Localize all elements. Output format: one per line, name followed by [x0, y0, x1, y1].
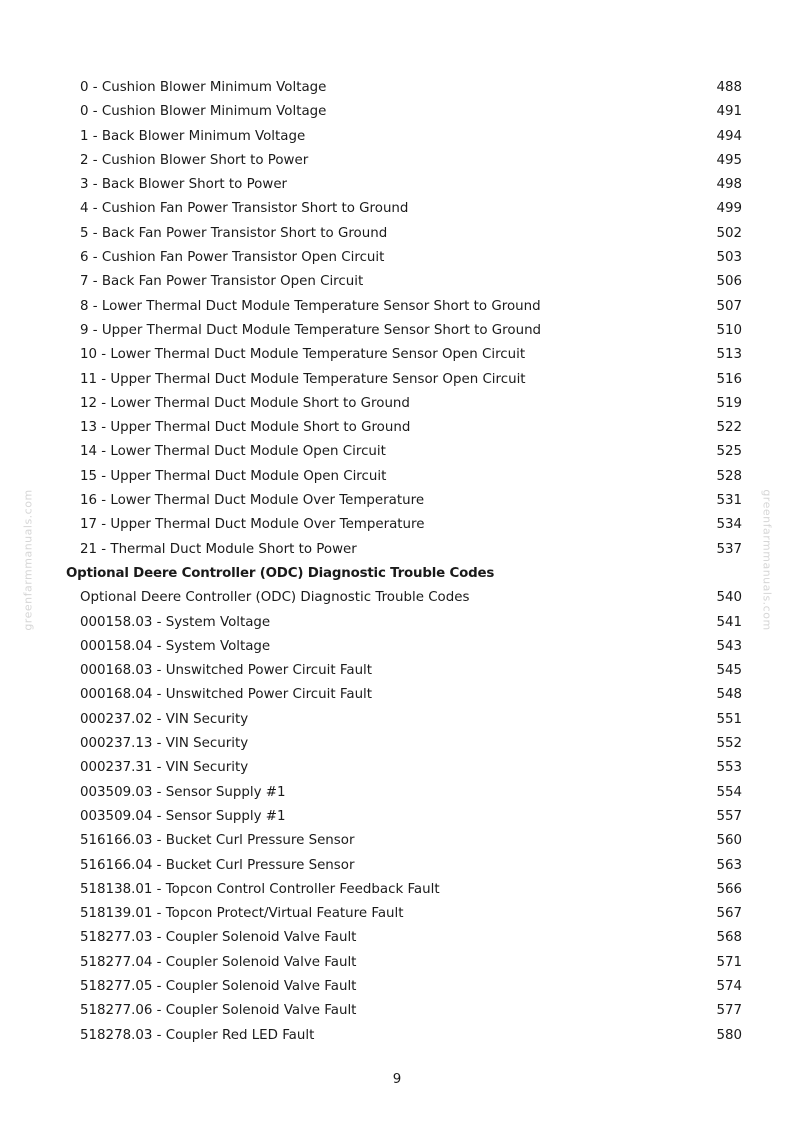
toc-entry-title: 12 - Lower Thermal Duct Module Short to Ground: [80, 395, 410, 411]
toc-entry-page: 525: [716, 444, 742, 460]
toc-entry[interactable]: [0, 756, 794, 780]
toc-entry-title: 003509.04 - Sensor Supply #1: [80, 808, 286, 824]
toc-entry-page: 531: [716, 493, 742, 509]
toc-entry-title: 000158.03 - System Voltage: [80, 614, 271, 630]
toc-entry-title: 15 - Upper Thermal Duct Module Open Circuit: [80, 468, 387, 484]
toc-entry[interactable]: [0, 586, 794, 610]
toc-entry[interactable]: [0, 489, 794, 513]
toc-entry[interactable]: [0, 440, 794, 464]
toc-entry-page: 503: [716, 250, 742, 266]
table-of-contents: [0, 76, 794, 1048]
toc-entry-page: 567: [716, 906, 742, 922]
toc-entry-page: 495: [716, 152, 742, 168]
toc-entry[interactable]: [0, 368, 794, 392]
toc-entry[interactable]: [0, 781, 794, 805]
toc-entry[interactable]: [0, 659, 794, 683]
toc-entry-title: 516166.04 - Bucket Curl Pressure Sensor: [80, 857, 355, 873]
toc-entry[interactable]: [0, 295, 794, 319]
toc-entry[interactable]: [0, 635, 794, 659]
toc-entry[interactable]: [0, 513, 794, 537]
toc-entry-title: 518139.01 - Topcon Protect/Virtual Feature Fault: [80, 906, 404, 922]
toc-entry-title: 000237.02 - VIN Security: [80, 711, 249, 727]
toc-entry-page: 519: [716, 395, 742, 411]
toc-entry-page: 494: [716, 128, 742, 144]
toc-entry[interactable]: [0, 926, 794, 950]
toc-entry-page: 543: [716, 638, 742, 654]
toc-entry[interactable]: [0, 149, 794, 173]
toc-entry-page: 488: [716, 80, 742, 95]
toc-entry-page: 552: [716, 736, 742, 752]
watermark-right: greenfarmmanuals.com: [760, 489, 774, 631]
toc-entry-page: 571: [716, 954, 742, 970]
toc-entry-page: 557: [716, 808, 742, 824]
toc-entry-page: 560: [716, 833, 742, 849]
toc-entry-page: 551: [716, 711, 742, 727]
toc-entry-title: 000168.03 - Unswitched Power Circuit Fault: [80, 663, 373, 679]
toc-section-heading[interactable]: [0, 562, 794, 586]
toc-entry-page: 574: [716, 978, 742, 994]
toc-entry-title: 516166.03 - Bucket Curl Pressure Sensor: [80, 833, 355, 849]
toc-entry-title: 518278.03 - Coupler Red LED Fault: [80, 1027, 315, 1043]
toc-entry-title: 6 - Cushion Fan Power Transistor Open Circuit: [80, 250, 385, 266]
toc-entry-title: 5 - Back Fan Power Transistor Short to Ground: [80, 225, 388, 241]
toc-entry-title: 10 - Lower Thermal Duct Module Temperature Sensor Open Circuit: [80, 347, 526, 363]
toc-entry-title: 518277.06 - Coupler Solenoid Valve Fault: [80, 1003, 357, 1019]
toc-entry[interactable]: [0, 732, 794, 756]
toc-entry[interactable]: [0, 100, 794, 124]
toc-entry-page: 540: [716, 590, 742, 606]
toc-entry-title: 1 - Back Blower Minimum Voltage: [80, 128, 306, 144]
toc-entry-title: 000158.04 - System Voltage: [80, 638, 271, 654]
toc-entry-page: 577: [716, 1003, 742, 1019]
toc-entry[interactable]: [0, 319, 794, 343]
toc-entry[interactable]: [0, 902, 794, 926]
toc-entry-title: 8 - Lower Thermal Duct Module Temperature Sensor Short to Ground: [80, 298, 541, 314]
toc-entry[interactable]: [0, 173, 794, 197]
toc-entry[interactable]: [0, 999, 794, 1023]
toc-entry-page: 580: [716, 1027, 742, 1043]
toc-entry-page: 541: [716, 614, 742, 630]
watermark-left: greenfarmmanuals.com: [21, 489, 35, 631]
toc-entry-page: 534: [716, 517, 742, 533]
toc-entry-title: 000168.04 - Unswitched Power Circuit Fault: [80, 687, 373, 703]
toc-entry[interactable]: [0, 878, 794, 902]
toc-entry-title: 000237.31 - VIN Security: [80, 760, 249, 776]
toc-entry-page: 498: [716, 177, 742, 193]
toc-entry[interactable]: [0, 805, 794, 829]
toc-entry-page: 510: [716, 322, 742, 338]
toc-entry-title: 11 - Upper Thermal Duct Module Temperature Sensor Open Circuit: [80, 371, 526, 387]
toc-entry-page: 528: [716, 468, 742, 484]
toc-entry-title: 7 - Back Fan Power Transistor Open Circuit: [80, 274, 364, 290]
toc-entry[interactable]: [0, 246, 794, 270]
toc-entry-page: 548: [716, 687, 742, 703]
toc-entry-title: 518277.03 - Coupler Solenoid Valve Fault: [80, 930, 357, 946]
toc-entry-title: 3 - Back Blower Short to Power: [80, 177, 288, 193]
toc-entry-page: 513: [716, 347, 742, 363]
toc-entry[interactable]: [0, 222, 794, 246]
toc-entry-title: 000237.13 - VIN Security: [80, 736, 249, 752]
toc-entry-title: 17 - Upper Thermal Duct Module Over Temperature: [80, 517, 425, 533]
toc-entry-title: 9 - Upper Thermal Duct Module Temperature Sensor Short to Ground: [80, 322, 542, 338]
toc-entry-page: 502: [716, 225, 742, 241]
toc-entry-title: 0 - Cushion Blower Minimum Voltage: [80, 104, 327, 120]
toc-entry-page: 537: [716, 541, 742, 557]
page-number: 9: [392, 1072, 402, 1087]
toc-entry-page: 506: [716, 274, 742, 290]
toc-entry-page: 522: [716, 420, 742, 436]
toc-entry[interactable]: [0, 683, 794, 707]
toc-entry[interactable]: [0, 1024, 794, 1048]
toc-entry-title: 518277.04 - Coupler Solenoid Valve Fault: [80, 954, 357, 970]
toc-entry[interactable]: [0, 829, 794, 853]
toc-entry[interactable]: [0, 125, 794, 149]
toc-entry-title: 16 - Lower Thermal Duct Module Over Temperature: [80, 493, 425, 509]
toc-entry-title: Optional Deere Controller (ODC) Diagnostic Trouble Codes: [66, 565, 495, 581]
toc-entry-page: 545: [716, 663, 742, 679]
toc-entry[interactable]: [0, 197, 794, 221]
toc-entry[interactable]: [0, 465, 794, 489]
toc-entry[interactable]: [0, 416, 794, 440]
toc-entry[interactable]: [0, 270, 794, 294]
toc-entry-page: 568: [716, 930, 742, 946]
toc-entry-title: 21 - Thermal Duct Module Short to Power: [80, 541, 357, 557]
toc-entry[interactable]: [0, 392, 794, 416]
toc-entry-page: 563: [716, 857, 742, 873]
toc-entry[interactable]: [0, 854, 794, 878]
toc-entry-title: 518277.05 - Coupler Solenoid Valve Fault: [80, 978, 357, 994]
toc-entry[interactable]: [0, 951, 794, 975]
toc-entry-page: 499: [716, 201, 742, 217]
toc-entry[interactable]: [0, 708, 794, 732]
toc-entry[interactable]: [0, 538, 794, 562]
toc-entry-title: 518138.01 - Topcon Control Controller Feedback Fault: [80, 881, 440, 897]
toc-entry[interactable]: [0, 343, 794, 367]
toc-entry-page: 554: [716, 784, 742, 800]
toc-entry-title: 0 - Cushion Blower Minimum Voltage: [80, 80, 327, 95]
toc-entry-title: 4 - Cushion Fan Power Transistor Short to Ground: [80, 201, 409, 217]
toc-entry-page: 566: [716, 881, 742, 897]
toc-entry-title: 14 - Lower Thermal Duct Module Open Circuit: [80, 444, 386, 460]
toc-entry[interactable]: [0, 611, 794, 635]
toc-entry[interactable]: [0, 76, 794, 100]
toc-entry-title: 003509.03 - Sensor Supply #1: [80, 784, 286, 800]
toc-entry-title: 13 - Upper Thermal Duct Module Short to Ground: [80, 420, 411, 436]
toc-entry-page: 553: [716, 760, 742, 776]
toc-entry-page: 491: [716, 104, 742, 120]
toc-entry-title: 2 - Cushion Blower Short to Power: [80, 152, 309, 168]
toc-entry-title: Optional Deere Controller (ODC) Diagnostic Trouble Codes: [80, 590, 470, 606]
toc-entry[interactable]: [0, 975, 794, 999]
toc-entry-page: 516: [716, 371, 742, 387]
toc-entry-page: 507: [716, 298, 742, 314]
